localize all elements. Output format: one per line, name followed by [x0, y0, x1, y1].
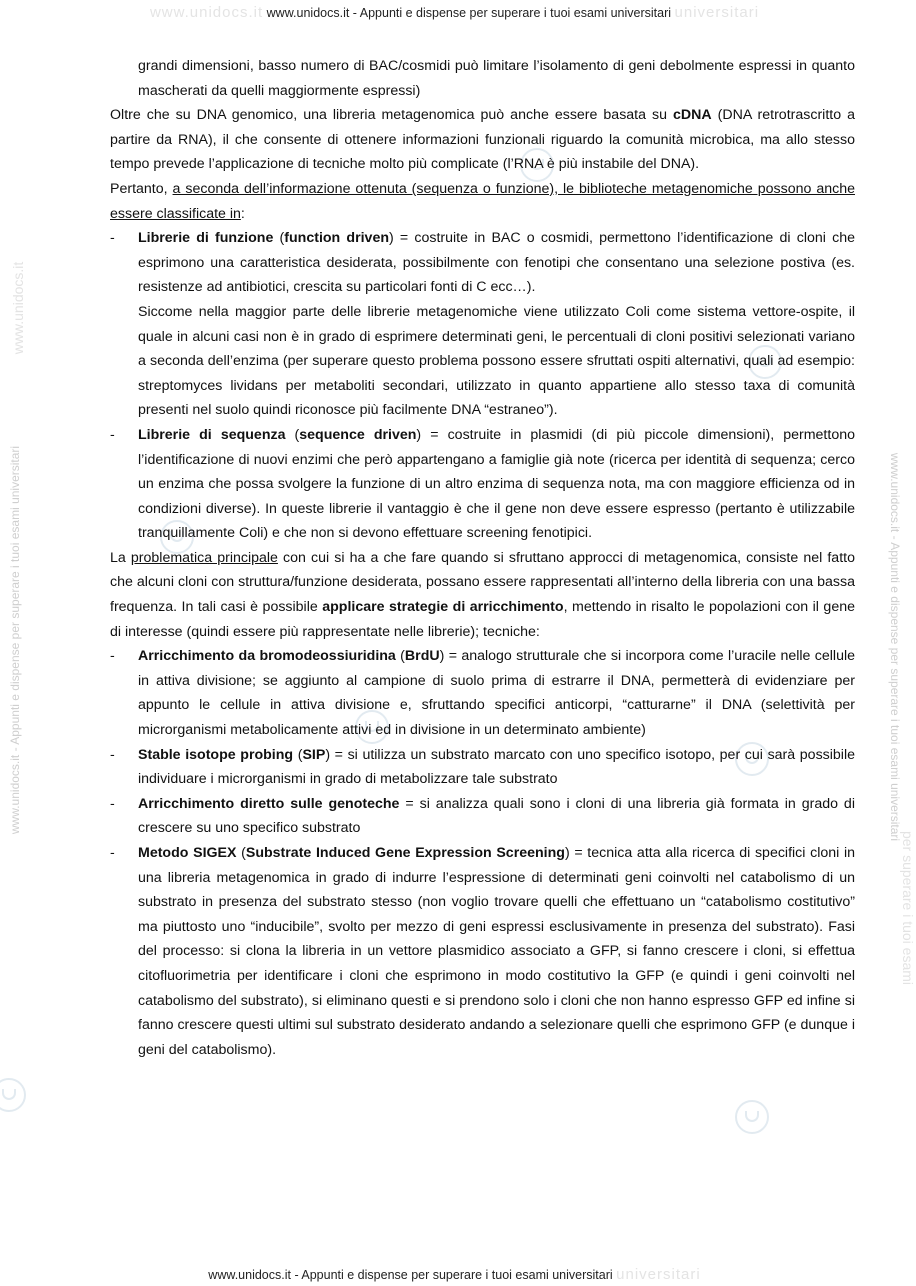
header-text: www.unidocs.it - Appunti e dispense per superare i tuoi esami universitari	[266, 6, 672, 20]
side-watermark-left: www.unidocs.it - Appunti e dispense per superare i tuoi esami universitari	[8, 445, 22, 835]
header-ghost-right: universitari	[674, 4, 760, 21]
list-dash: -	[110, 795, 115, 812]
paragraph-cdna: Oltre che su DNA genomico, una libreria metagenomica può anche essere basata su cDNA (DNA retrotrascritto a partire da RNA), il che consente di ottenere informazioni funzionali riguardo la comunità microbica, ma allo stesso tempo prevede l’applicazione di tecniche molto più complicate (l’RNA è più instabile del DNA).	[110, 107, 855, 173]
list-item-sigex: - Metodo SIGEX (Substrate Induced Gene Expression Screening) = tecnica atta alla ricerca di specifici cloni in una libreria metagenomica in grado di indurre l’espressione di determinati geni coinvolti nel catabolismo di un substrato in presenza del substrato stesso (non voglio trovare quelli che effettuano un “catabolismo costitutivo” ma piuttosto uno “inducibile”, svolto per mezzo di geni espressi esclusivamente in presenza del substrato). Fasi del processo: si clona la libreria in un vettore plasmidico associato a GFP, si fanno crescere i cloni, si effettua citofluorimetria per identificare i cloni che esprimono in modo costitutivo la GFP (e quindi i geni coinvolti nel catabolismo del substrato), si eliminano questi e si prendono solo i cloni che non hanno espresso GFP ed infine si fanno crescere questi ultimi sul substrato desiderato andando a selezionare quelli che esprimono GFP (e dunque i geni del catabolismo).	[110, 841, 855, 1062]
list-item-continuation: Siccome nella maggior parte delle librerie metagenomiche viene utilizzato Coli come sistema vettore-ospite, il quale in alcuni casi non è in grado di esprimere determinati geni, le percentuali di cloni positivi selezionati variano a seconda dell’enzima (per superare questo problema possono essere sfruttati ospiti alternativi, quali ad esempio: streptomyces lividans per metaboliti secondari, utilizzato in quanto appartiene allo stesso taxa di comunità presenti nel suolo quindi riconosce più facilmente DNA “estraneo”).	[138, 303, 855, 419]
paragraph-continuation: grandi dimensioni, basso numero di BAC/cosmidi può limitare l’isolamento di geni debolmente espressi in quanto mascherati da quelli maggiormente espressi)	[138, 58, 855, 99]
watermark-logo-icon	[0, 1078, 26, 1112]
side-ghost-right: per superare i tuoi esami	[900, 830, 916, 986]
list-dash: -	[110, 230, 115, 247]
list-dash: -	[110, 648, 115, 665]
underlined-classification: a seconda dell’informazione ottenuta (sequenza o funzione), le biblioteche metagenomiche possono anche essere classificate in	[110, 180, 855, 222]
list-dash: -	[110, 746, 115, 763]
term-cdna: cDNA	[673, 107, 712, 124]
side-ghost-left: www.unidocs.it	[10, 261, 26, 355]
paragraph-classification: Pertanto, a seconda dell’informazione ottenuta (sequenza o funzione), le biblioteche metagenomiche possono anche essere classificate in:	[110, 180, 855, 222]
list-item-function-driven: - Librerie di funzione (function driven) = costruite in BAC o cosmidi, permettono l’identificazione di cloni che esprimono una caratteristica desiderata, possibilmente con fenotipi che consentano una selezione postiva (es. resistenze ad antibiotici, crescita su particolari fonti di C ecc…). Siccome nella maggior parte delle librerie metagenomiche viene utilizzato Coli come sistema vettore-ospite, il quale in alcuni casi non è in grado di esprimere determinati geni, le percentuali di cloni positivi selezionati variano a seconda dell’enzima (per superare questo problema possono essere sfruttati ospiti alternativi, quali ad esempio: streptomyces lividans per metaboliti secondari, utilizzato in quanto appartiene allo stesso taxa di comunità presenti nel suolo quindi riconosce più facilmente DNA “estraneo”).	[110, 226, 855, 423]
list-dash: -	[110, 845, 115, 861]
list-item-sip: - Stable isotope probing (SIP) = si utilizza un substrato marcato con uno specifico isotopo, per cui sarà possibile individuare i microrganismi in grado di metabolizzare tale substrato	[110, 743, 855, 792]
list-item-sequence-driven: - Librerie di sequenza (sequence driven) = costruite in plasmidi (di più piccole dimensioni), permettono l’identificazione di nuovi enzimi che però appartengano a famiglie già note (ricerca per identità di sequenza; cerco un enzima che possa svolgere la funzione di un altro enzima di sequenza nota, ma con maggiore efficienza od in condizioni diverse). In queste librerie il vantaggio è che il gene non deve essere espresso (pertanto è utilizzabile tranquillamente Coli) e che non si devono effettuare screening fenotipici.	[110, 423, 855, 546]
list-dash: -	[110, 426, 115, 443]
header-ghost-left: www.unidocs.it	[149, 4, 264, 21]
list-item-brdu: - Arricchimento da bromodeossiuridina (BrdU) = analogo strutturale che si incorpora come l’uracile nelle cellule in attiva divisione; se aggiunto al campione di suolo prima di estrarre il DNA, permetterà di evidenziare per appunto le cellule in attiva divisione e, sfruttando specifici anticorpi, “catturarne” il DNA (selettività per microrganismi metabolicamente attivi ed in divisione in un determinato ambiente)	[110, 644, 855, 742]
document-body	[110, 54, 855, 1062]
list-item-genoteche: - Arricchimento diretto sulle genoteche = si analizza quali sono i cloni di una libreria già formata in grado di crescere su uno specifico substrato	[110, 792, 855, 841]
page-header	[0, 4, 909, 21]
underlined-problem: problematica principale	[130, 549, 278, 566]
term-enrichment: applicare strategie di arricchimento	[322, 599, 564, 616]
paragraph-enrichment: La problematica principale con cui si ha a che fare quando si sfruttano approcci di metagenomica, consiste nel fatto che alcuni cloni con struttura/funzione desiderata, possano essere rappresentati all’interno della libreria con una bassa frequenza. In tali casi è possibile applicare strategie di arricchimento, mettendo in risalto le popolazioni con il gene di interesse (quindi essere più rappresentate nelle librerie); tecniche:	[110, 549, 855, 640]
footer-ghost-right: universitari	[616, 1266, 701, 1283]
page-footer	[0, 1266, 909, 1283]
watermark-logo-icon	[735, 1100, 769, 1134]
side-watermark-right: www.unidocs.it - Appunti e dispense per superare i tuoi esami universitari	[888, 452, 902, 842]
footer-text: www.unidocs.it - Appunti e dispense per superare i tuoi esami universitari	[208, 1268, 613, 1282]
